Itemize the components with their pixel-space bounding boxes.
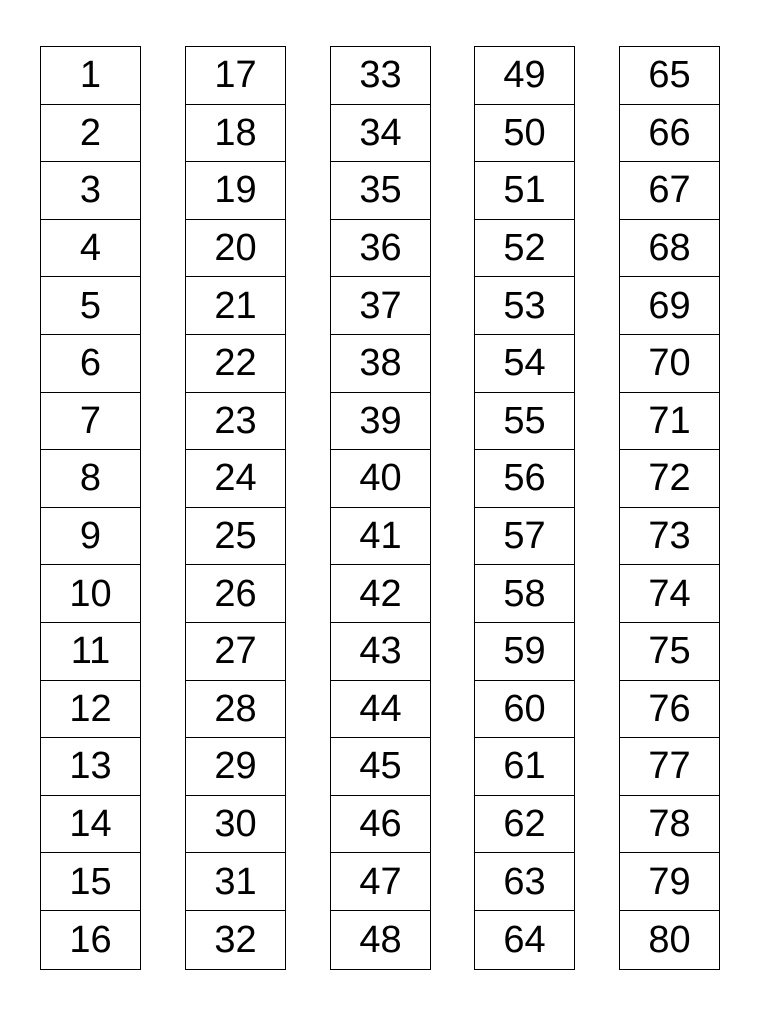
number-cell: 79: [620, 853, 719, 911]
number-cell: 77: [620, 738, 719, 796]
number-cell: 42: [331, 565, 430, 623]
number-cell: 68: [620, 220, 719, 278]
number-cell: 65: [620, 47, 719, 105]
number-cell: 40: [331, 450, 430, 508]
number-cell: 80: [648, 918, 691, 961]
number-cell: 28: [186, 681, 285, 739]
number-cell: 26: [186, 565, 285, 623]
number-cell: 71: [620, 393, 719, 451]
number-cell: 64: [503, 918, 546, 961]
number-cell: 34: [331, 105, 430, 163]
number-cell: 54: [475, 335, 574, 393]
number-cell: 66: [620, 105, 719, 163]
number-cell: 4: [41, 220, 140, 278]
number-cell: 49: [475, 47, 574, 105]
number-cell: 31: [186, 853, 285, 911]
number-cell: 50: [475, 105, 574, 163]
number-cell: 52: [475, 220, 574, 278]
number-cell: 35: [331, 162, 430, 220]
number-cell: 11: [41, 623, 140, 681]
number-cell: 48: [359, 918, 402, 961]
number-cell: 15: [41, 853, 140, 911]
number-cell: 76: [620, 681, 719, 739]
number-column-5: [619, 46, 720, 970]
number-cell: 19: [186, 162, 285, 220]
number-cell: 53: [475, 277, 574, 335]
number-cell: 27: [186, 623, 285, 681]
number-column-1: [40, 46, 141, 970]
number-cell: 73: [620, 508, 719, 566]
number-cell: 9: [41, 508, 140, 566]
number-cell: 39: [331, 393, 430, 451]
number-cell: 18: [186, 105, 285, 163]
number-cell: 7: [41, 393, 140, 451]
number-cell: 6: [41, 335, 140, 393]
number-cell: 24: [186, 450, 285, 508]
number-cell: 56: [475, 450, 574, 508]
number-cell: 59: [475, 623, 574, 681]
number-cell: 67: [620, 162, 719, 220]
number-cell: 78: [620, 796, 719, 854]
number-cell: 8: [41, 450, 140, 508]
number-cell: 70: [620, 335, 719, 393]
number-cell: 47: [331, 853, 430, 911]
number-column-4: [474, 46, 575, 970]
number-cell: 72: [620, 450, 719, 508]
number-cell: 3: [41, 162, 140, 220]
number-cell: 20: [186, 220, 285, 278]
number-cell: 61: [475, 738, 574, 796]
number-cell: 21: [186, 277, 285, 335]
number-cell: 75: [620, 623, 719, 681]
number-column-3: [330, 46, 431, 970]
number-cell: 1: [41, 47, 140, 105]
number-cell: 43: [331, 623, 430, 681]
number-cell: 46: [331, 796, 430, 854]
number-cell: 22: [186, 335, 285, 393]
number-cell: 12: [41, 681, 140, 739]
number-cell: 2: [41, 105, 140, 163]
number-cell: 23: [186, 393, 285, 451]
number-cell: 32: [214, 918, 257, 961]
number-cell: 17: [186, 47, 285, 105]
number-cell: 58: [475, 565, 574, 623]
number-cell: 74: [620, 565, 719, 623]
number-cell: 57: [475, 508, 574, 566]
number-cell: 16: [69, 918, 112, 961]
number-cell: 62: [475, 796, 574, 854]
number-cell: 41: [331, 508, 430, 566]
number-cell: 25: [186, 508, 285, 566]
number-cell: 10: [41, 565, 140, 623]
number-cell: 51: [475, 162, 574, 220]
number-cell: 33: [331, 47, 430, 105]
number-cell: 13: [41, 738, 140, 796]
number-cell: 36: [331, 220, 430, 278]
number-cell: 37: [331, 277, 430, 335]
number-cell: 29: [186, 738, 285, 796]
number-cell: 60: [475, 681, 574, 739]
number-cell: 30: [186, 796, 285, 854]
number-cell: 38: [331, 335, 430, 393]
number-cell: 44: [331, 681, 430, 739]
number-column-2: [185, 46, 286, 970]
number-cell: 63: [475, 853, 574, 911]
number-cell: 5: [41, 277, 140, 335]
number-cell: 55: [475, 393, 574, 451]
number-cell: 14: [41, 796, 140, 854]
number-cell: 45: [331, 738, 430, 796]
number-cell: 69: [620, 277, 719, 335]
